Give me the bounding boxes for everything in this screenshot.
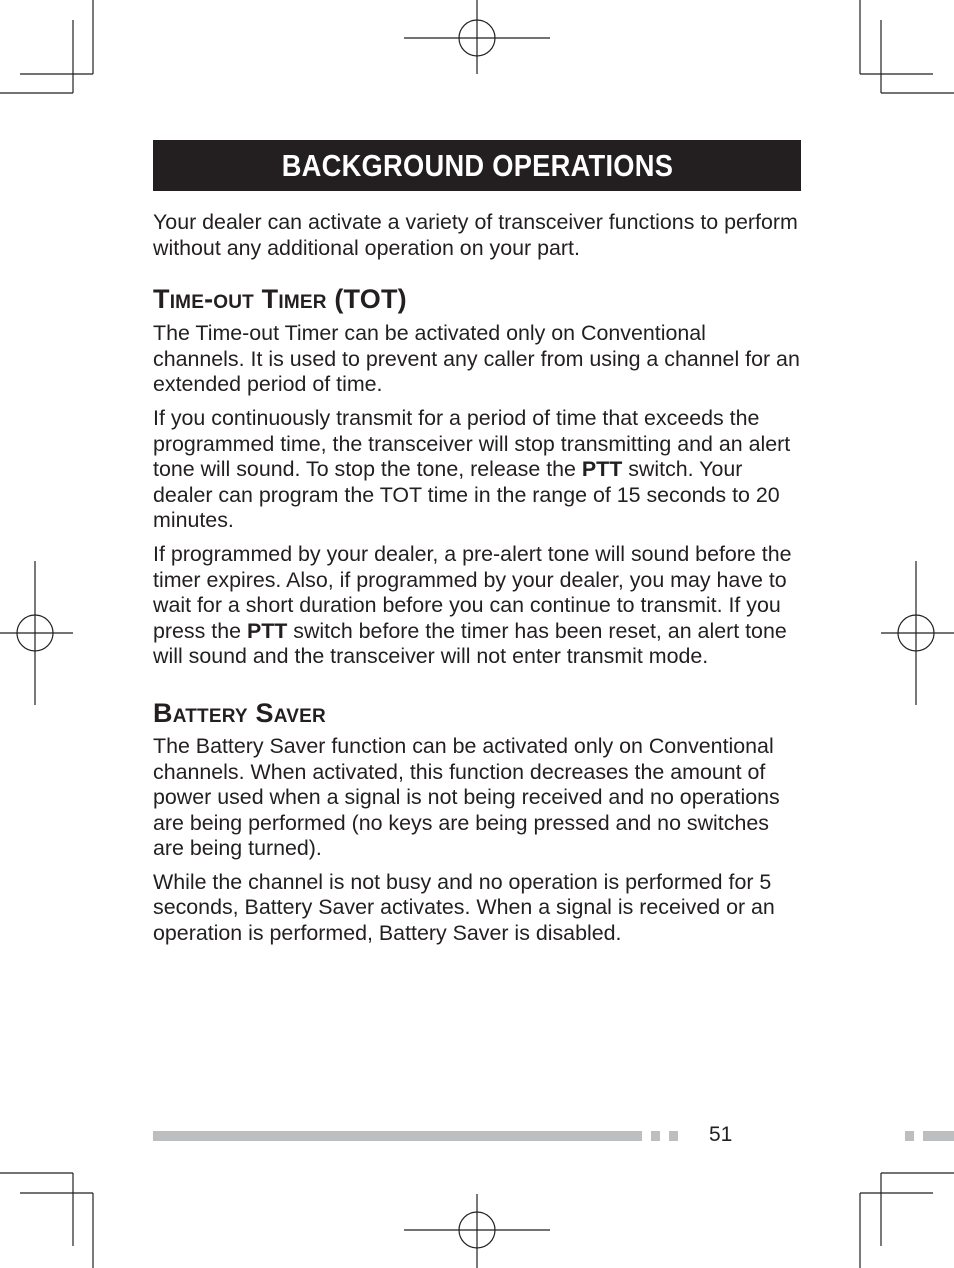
ptt-key-label: PTT (246, 618, 288, 643)
footer-square (669, 1131, 678, 1141)
heading-time-out-timer: Time-out Timer (TOT) (153, 284, 407, 315)
intro-paragraph: Your dealer can activate a variety of transceiver functions to perform without any additional operation on your part. (153, 210, 798, 260)
section-title-bar (153, 140, 801, 191)
page-title: BACKGROUND OPERATIONS (281, 147, 673, 183)
battery-paragraph-2: While the channel is not busy and no operation is performed for 5 seconds, Battery Saver activates. When a signal is received or an operation is performed, Battery Saver is disabled. (153, 869, 775, 946)
tot-paragraph-2: If you continuously transmit for a period of time that exceeds the programmed time, the transceiver will stop transmitting and an alert tone will sound. To stop the tone, release the PTT switch. Your dealer can program the TOT time in the range of 15 seconds to 20 minutes. (153, 405, 791, 533)
page-number: 51 (709, 1123, 733, 1146)
page-footer (153, 1123, 801, 1146)
footer-square (651, 1131, 660, 1141)
tot-paragraph-1: The Time-out Timer can be activated only on Conventional channels. It is used to prevent any caller from using a channel for an extended period of time. (153, 321, 800, 397)
footer-square (905, 1131, 914, 1141)
heading-battery-saver: Battery Saver (153, 697, 326, 728)
tot-paragraph-3: If programmed by your dealer, a pre-alert tone will sound before the timer expires. Also, if programmed by your dealer, you may have to wait for a short duration before you can continue to transmit. If you press the PTT switch before the timer has been reset, an alert tone will sound and the transceiver will not enter transmit mode. (153, 541, 792, 669)
ptt-key-label: PTT (581, 457, 623, 482)
battery-paragraph-1: The Battery Saver function can be activated only on Conventional channels. When activated, this function decreases the amount of power used when a signal is not being received and no operations are being performed (no keys are being pressed and no switches are being turned). (153, 733, 780, 861)
footer-bar-left (153, 1131, 642, 1141)
page-content (153, 140, 801, 947)
footer-bar-right (923, 1131, 954, 1141)
